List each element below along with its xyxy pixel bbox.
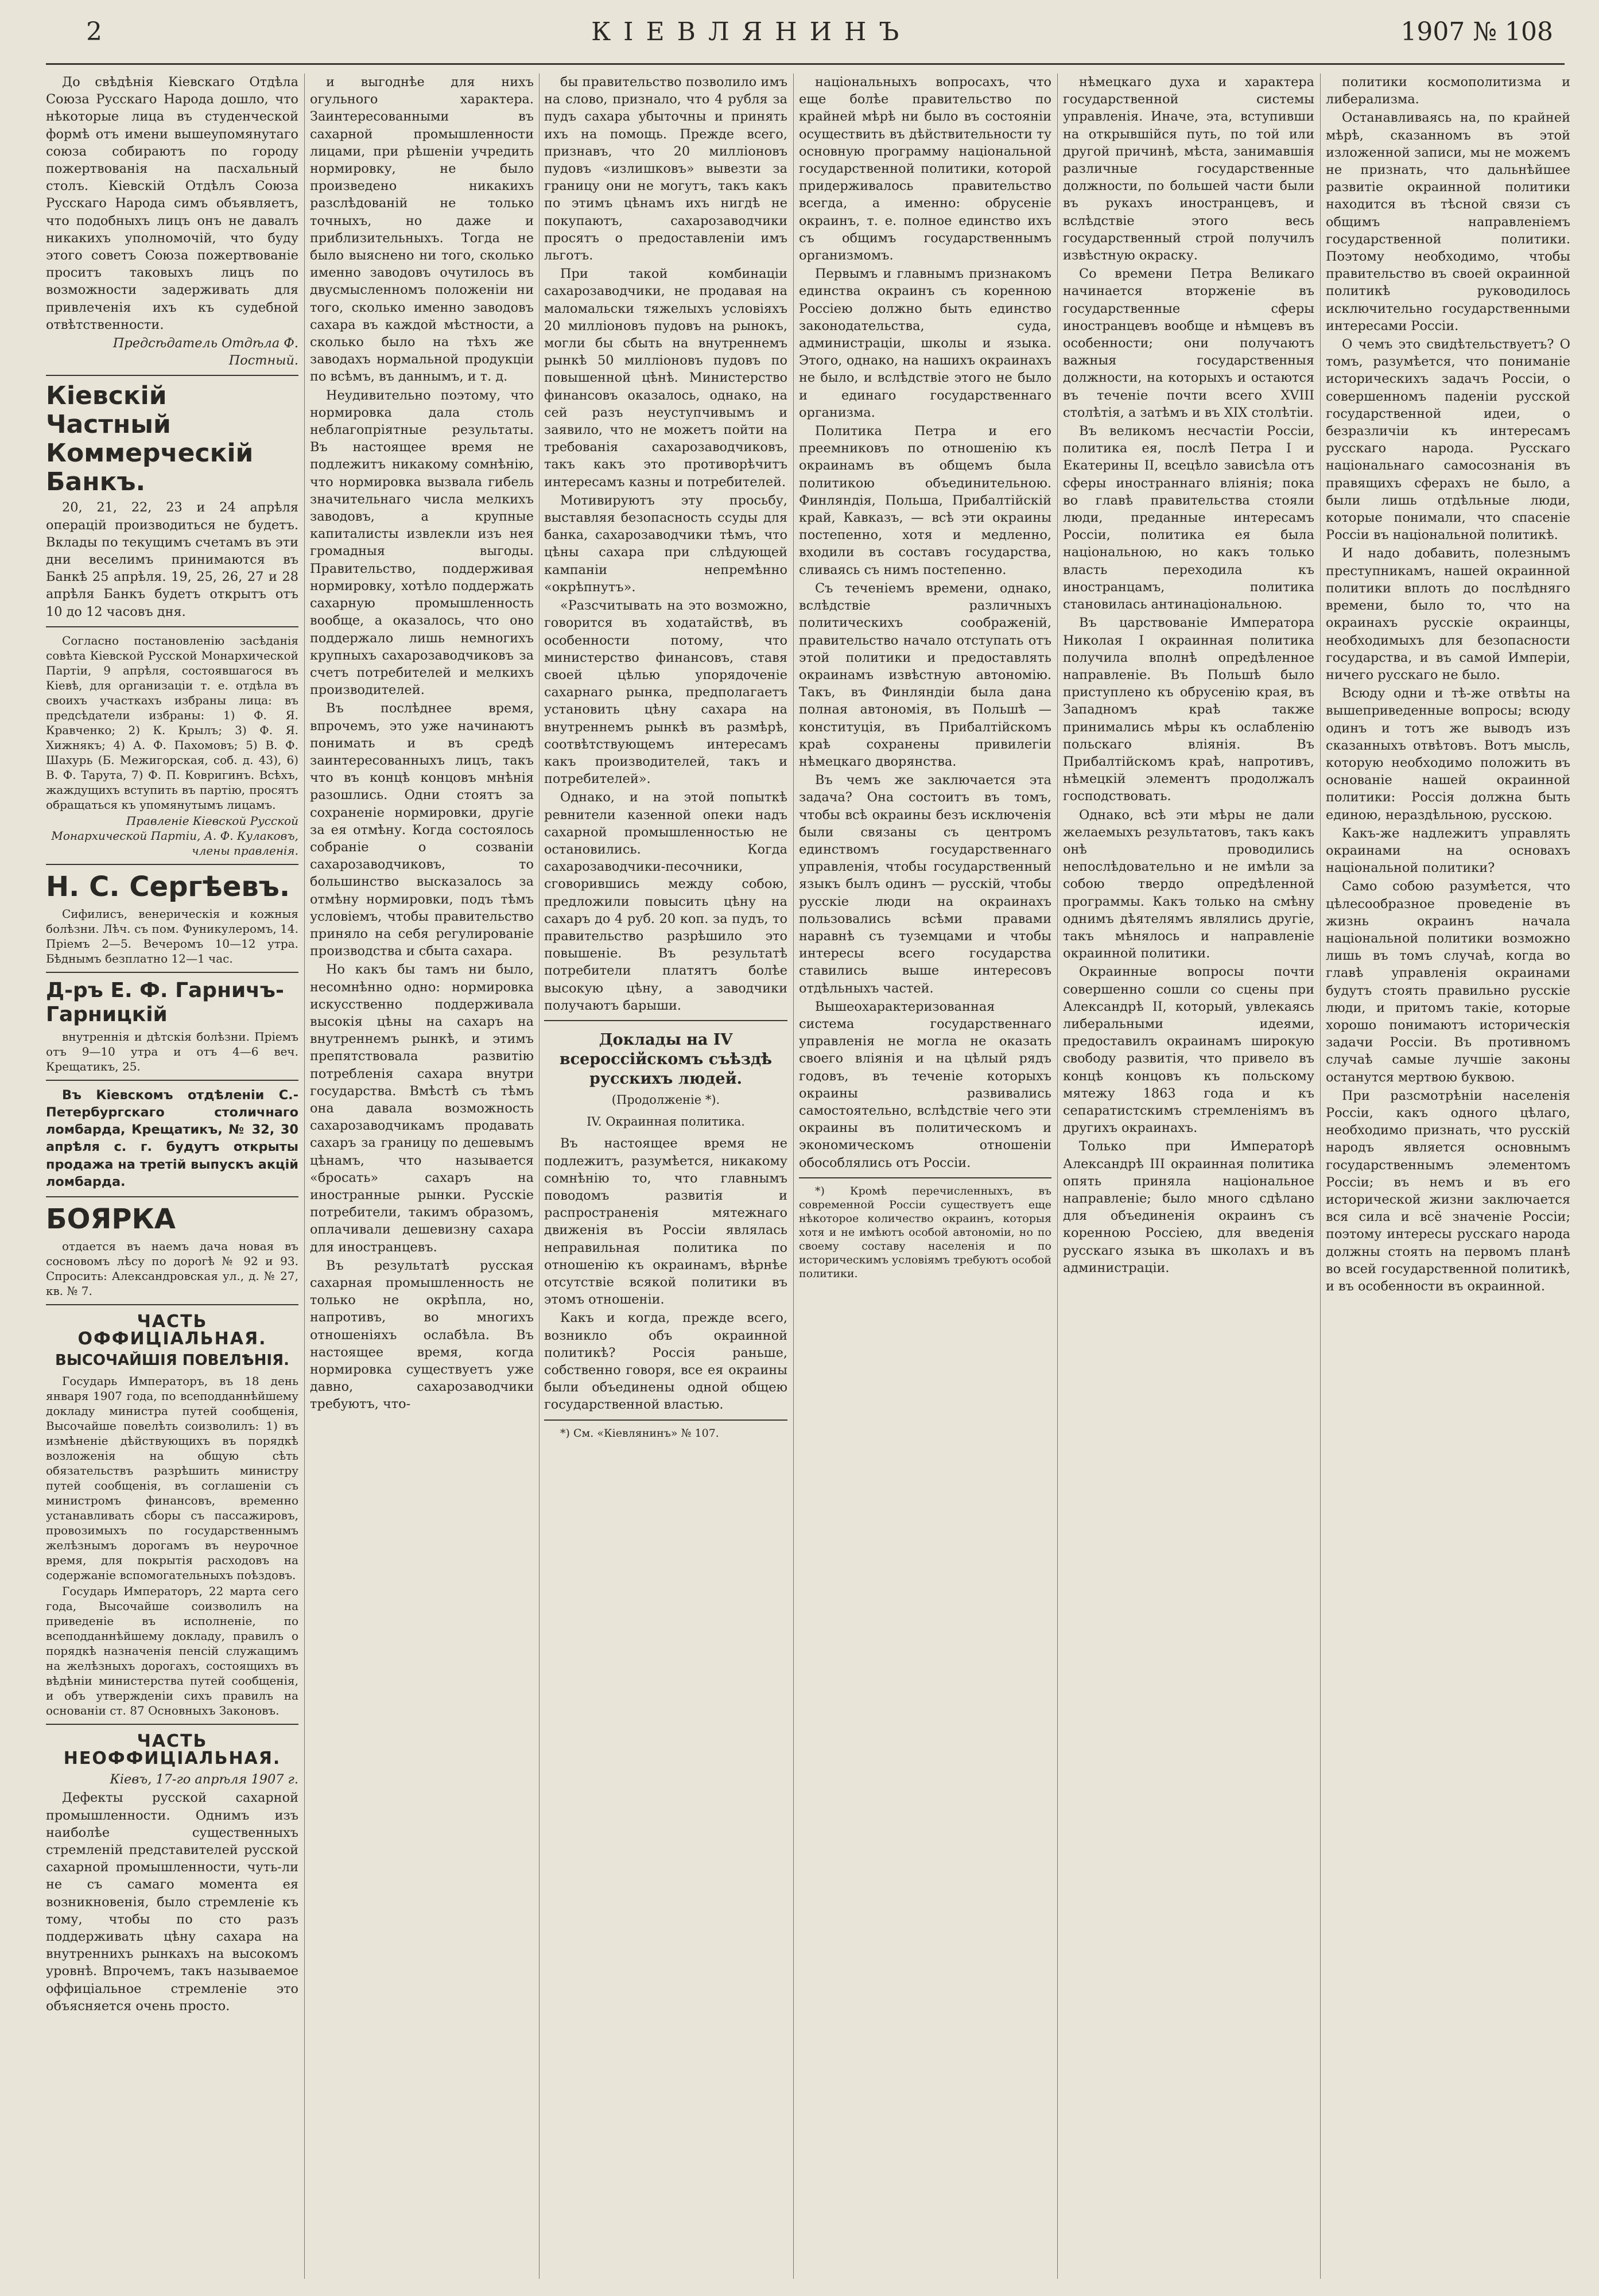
boyarka-ad-name: БОЯРКА — [46, 1203, 176, 1236]
article-subtitle: (Продолженіе *). — [611, 1092, 720, 1107]
divider — [46, 972, 298, 973]
article-paragraph: Только при Императорѣ Александрѣ III окраинная политика опять приняла національное направленіе; было много сдѣлано для объединенія окраинъ съ коренною Россіею, для введенія русскаго языка въ школахъ и въ администраціи. — [1063, 1139, 1314, 1275]
divider — [46, 375, 298, 376]
article-paragraph: Однако, и на этой попыткѣ ревнители казенной опеки надъ сахарной промышленностью не остановились. Когда сахарозаводчики-песочники, сговорившись между собою, предложили повысить цѣну на сахаръ до 4 руб. 20 коп. за пудъ, то правительство разрѣшило это повышеніе. Въ результатѣ потребители платятъ болѣе высокую цѣну, а заводчики получаютъ барыши. — [544, 790, 787, 1013]
article-paragraph: Однако, всѣ эти мѣры не дали желаемыхъ результатовъ, такъ какъ онѣ проводились непослѣдовательно и не имѣли за собою твердо опредѣленной программы. Какъ только на смѣну однимъ дѣятелямъ являлись другіе, такъ мѣнялось и направленіе окраинной политики. — [1063, 807, 1314, 961]
article-paragraph: Но какъ бы тамъ ни было, несомнѣнно одно: нормировка искусственно поддерживала высокія цѣны на сахаръ на внутреннемъ рынкѣ, и этимъ препятствовала развитію потребленія сахара внутри государства. Вмѣстѣ съ тѣмъ она давала возможность сахарозаводчикамъ продавать сахаръ за границу по дешевымъ цѣнамъ, что называется «бросать» сахаръ на иностранные рынки. Русскіе потребители, такимъ образомъ, оплачивали дешевизну сахара для иностранцевъ. — [310, 962, 534, 1255]
article-section: IV. Окраинная политика. — [587, 1115, 745, 1129]
article-paragraph: Со времени Петра Великаго начинается вторженіе въ государственные сферы иностранцевъ вообще и нѣмцевъ въ особенности; они получаютъ важныя государственныя должности, на которыхъ и остаются въ теченіе почти всего XVIII столѣтія, а затѣмъ и въ XIX столѣтіи. — [1063, 266, 1314, 420]
divider — [46, 1080, 298, 1081]
article-paragraph: При такой комбинаціи сахарозаводчики, не продавая на маломальски тяжелыхъ условіяхъ 20 милліоновъ пудовъ на рынокъ, могли бы сбыть на внутреннемъ рынкѣ 50 милліоновъ пудовъ по повышенной цѣнѣ. Министерство финансовъ оказалось, однако, на сей разъ неуступчивымъ и заявило, что не можетъ пойти на требованія сахарозаводчиковъ, такъ какъ это противорѣчитъ интересамъ казны и потребителей. — [544, 266, 787, 490]
header-rule — [46, 63, 1565, 65]
divider — [46, 1724, 298, 1725]
lombard-ad: Въ Кіевскомъ отдѣленіи С.-Петербургскаго столичнаго ломбарда, Крещатикъ, № 32, 30 апрѣля с. г. будутъ открыты продажа на третій выпускъ акцій ломбарда. — [46, 1087, 298, 1189]
sergeev-ad-name: Н. С. Сергѣевъ. — [46, 870, 290, 903]
article-paragraph: Окраинные вопросы почти совершенно сошли со сцены при Александрѣ II, который, увлекаясь либеральными идеями, предоставилъ окраинамъ широкую свободу развитія, что привело въ концѣ концовъ къ польскому мятежу 1863 года и къ сепаратистскимъ стремленіямъ въ другихъ окраинахъ. — [1063, 964, 1314, 1136]
article-paragraph: Мотивируютъ эту просьбу, выставляя безопасность ссуды для банка, сахарозаводчики тѣмъ, что цѣны сахара при слѣдующей кампаніи непремѣнно «окрѣпнутъ». — [544, 492, 787, 595]
column-1 — [46, 73, 298, 2279]
article-paragraph: И надо добавить, полезнымъ преступникамъ, нашей окраинной политики вплоть до послѣдняго времени, было то, что на окраинахъ русскіе окраинцы, необходимыхъ для безопасности государства, и въ самой Имперіи, ничего русскаго не было. — [1326, 546, 1570, 682]
notice-signature: Предсѣдатель Отдѣла Ф. Постный. — [112, 336, 298, 369]
article-paragraph: Первымъ и главнымъ признакомъ единства окраинъ съ коренною Россіею должно быть единство законодательства, суда, администраціи, школы и языка. Этого, однако, на нашихъ окраинахъ не было, и вслѣдствіе этого не было и единаго государственнаго организма. — [799, 266, 1051, 420]
lead-article: Дефекты русской сахарной промышленности. Однимъ изъ наиболѣе существенныхъ стремленій представителей русской сахарной промышленности, чуть-ли не съ самаго момента ея возникновенія, было стремленіе къ тому, чтобы по сто разъ поддерживать цѣну сахара на внутреннихъ рынкахъ на высокомъ уровнѣ. Впрочемъ, такъ называемое оффиціальное стремленіе это объясняется очень просто. — [46, 1790, 298, 2014]
garnich-ad-name: Д-ръ Е. Ф. Гарничъ-Гарницкій — [46, 978, 284, 1026]
divider — [544, 1420, 787, 1421]
article-paragraph: Само собою разумѣется, что цѣлесообразное проведеніе въ жизнь окраинъ начала національной политики возможно лишь въ томъ случаѣ, когда во главѣ управленія окраинами будутъ стоять правильно русскіе люди, и притомъ такіе, которые хорошо понимаютъ историческія задачи Россіи. Въ противномъ случаѣ самые лучшіе законы останутся мертвою буквою. — [1326, 879, 1570, 1085]
article-paragraph: Всюду одни и тѣ-же отвѣты на вышеприведенные вопросы; всюду одинъ и тотъ же выводъ изъ сказанныхъ отвѣтовъ. Вотъ мысль, которую необходимо положить въ основаніе нашей окраинной политики: Россія должна быть единою, нераздѣльною, русскою. — [1326, 686, 1570, 823]
article-paragraph: и выгоднѣе для нихъ огульного характера. Заинтересованными въ сахарной промышленности лицами, при рѣшеніи учредить нормировку, не было произведено никакихъ разслѣдованій не только точныхъ, но даже и приблизительныхъ. Тогда не было выяснено ни того, сколько именно заводовъ очутилось въ двусмысленномъ положеніи ни того, сколько именно заводовъ сахара въ каждой мѣстности, а сколько было на тѣхъ же заводахъ нормальной продукціи по всѣмъ, въ даннымъ, и т. д. — [310, 75, 534, 385]
footnote: *) Кромѣ перечисленныхъ, въ современной Россіи существуетъ еще нѣкоторое количество окраинъ, которыя хотя и не имѣютъ особой автономіи, но по своему составу населенія и по историческимъ условіямъ требуютъ особой политики. — [799, 1184, 1051, 1280]
article-title: Доклады на IV всероссійскомъ съѣздѣ русскихъ людей. — [559, 1030, 773, 1088]
article-paragraph: При разсмотрѣніи населенія Россіи, какъ одного цѣлаго, необходимо признать, что русскій народъ является основнымъ государственнымъ элементомъ Россіи; въ немъ и въ его исторической жизни заключается вся сила и всё значеніе Россіи; поэтому интересы русскаго народа должны стоять на первомъ планѣ во всей государственной политикѣ, и въ особенности въ окраинной. — [1326, 1088, 1570, 1294]
bank-ad-title: Кіевскій Частный Коммерческій Банкъ. — [46, 381, 254, 497]
article-paragraph: Въ великомъ несчастіи Россіи, политика ея, послѣ Петра I и Екатерины II, всецѣло зависѣла отъ сферы иностраннаго вліянія; пока во главѣ правительства стояли люди, преданные интересамъ Россіи, политика ея была національною, но какъ только власть переходила къ иностранцамъ, политика становилась антинаціональною. — [1063, 424, 1314, 612]
divider — [46, 626, 298, 627]
dateline: Кіевъ, 17-го апрѣля 1907 г. — [110, 1772, 298, 1787]
column-divider — [793, 73, 794, 2279]
column-6 — [1326, 73, 1570, 2279]
column-2 — [310, 73, 534, 2279]
article-paragraph: Въ результатѣ русская сахарная промышленность не только не окрѣпла, но, напротивъ, во многихъ отношеніяхъ ослабѣла. Въ настоящее время, когда нормировка существуетъ уже давно, сахарозаводчики требуютъ, что- — [310, 1258, 534, 1412]
column-5 — [1063, 73, 1314, 2279]
party-notice-signature: Правленіе Кіевской Русской Монархической Партіи, А. Ф. Кулаковъ, члены правленія. — [51, 813, 298, 858]
divider — [544, 1020, 787, 1021]
column-4 — [799, 73, 1051, 2279]
article-paragraph: національныхъ вопросахъ, что еще болѣе правительство по крайней мѣрѣ ни было въ состояніи осуществить въ дѣйствительности ту основную программу національной государственной политики, которой придерживалось правительство всегда, а именно: обрусеніе окраинъ, т. е. полное единство ихъ съ общимъ государственнымъ организмомъ. — [799, 75, 1051, 263]
article-paragraph: Въ послѣднее время, впрочемъ, это уже начинаютъ понимать и въ средѣ заинтересованныхъ лицъ, такъ что въ концѣ концовъ мнѣнія разошлись. Одни стоятъ за сохраненіе нормировки, другіе за ея отмѣну. Когда состоялось собраніе о созваніи сахарозаводчиковъ, то большинство высказалось за отмѣну нормировки, подъ тѣмъ условіемъ, чтобы правительство приняло на себя регулированіе производства и сбыта сахара. — [310, 701, 534, 959]
page-number: 2 — [86, 17, 102, 46]
party-notice: Согласно постановленію засѣданія совѣта Кіевской Русской Монархической Партіи, 9 апрѣля, состоявшагося въ Кіевѣ, для организаціи т. е. отдѣла въ своихъ участкахъ избраны лица: въ предсѣдатели избраны: 1) Ф. Я. Кравченко; 2) К. Крылъ; 3) Ф. Я. Хижнякъ; 4) А. Ф. Пахомовъ; 5) В. Ф. Шахурь (Б. Межигорская, соб. д. 43), 6) В. Ф. Тарута, 7) Ф. П. Ковригинъ. Всѣхъ, жаждущихъ вступить въ партію, просятъ обращаться къ упомянутымъ лицамъ. — [46, 633, 298, 812]
article-paragraph: Въ настоящее время не подлежитъ, разумѣется, никакому сомнѣнію то, что главнымъ поводомъ развитія и распространенія мятежнаго движенія въ Россіи являлась неправильная политика по отношенію къ окраинамъ, вѣрнѣе отсутствіе всякой политики въ этомъ отношеніи. — [544, 1136, 787, 1308]
divider — [46, 1304, 298, 1305]
article-paragraph: Какъ и когда, прежде всего, возникло объ окраинной политикѣ? Россія раньше, собственно говоря, все ея окраины были объединены одной общею государственной властью. — [544, 1310, 787, 1413]
column-divider — [1057, 73, 1058, 2279]
article-paragraph: политики космополитизма и либерализма. — [1326, 75, 1570, 107]
issue-number: 1907 № 108 — [1400, 17, 1553, 46]
article-paragraph: Въ царствованіе Императора Николая I окраинная политика получила вполнѣ опредѣленное направленіе. Въ Польшѣ было приступлено къ обрусенію края, въ Западномъ краѣ также принимались мѣры къ ослабленію польскаго вліянія. Въ Прибалтійскомъ краѣ, напротивъ, нѣмецкій элементъ продолжалъ господствовать. — [1063, 615, 1314, 804]
column-3 — [544, 73, 787, 2279]
garnich-ad-text: внутреннія и дѣтскія болѣзни. Пріемъ отъ 9—10 утра и отъ 4—6 веч. Крещатикъ, 25. — [46, 1029, 298, 1073]
section-official: ЧАСТЬ ОФФИЦІАЛЬНАЯ. — [77, 1312, 267, 1349]
article-paragraph: нѣмецкаго духа и характера государственной системы управленія. Иначе, эта, вступивши на открывшійся путь, по той или другой причинѣ, мѣста, занимавшія различные государственные должности, по большей части были въ рукахъ иностранцевъ, и вслѣдствіе этого весь государственный строй получилъ извѣстную окраску. — [1063, 75, 1314, 263]
article-paragraph: бы правительство позволило имъ на слово, признало, что 4 рубля за пудъ сахара убыточны и принять ихъ на помощь. Прежде всего, признавъ, что 20 милліоновъ пудовъ «излишковъ» вывезти за границу они не могутъ, такъ какъ по этимъ цѣнамъ ихъ нигдѣ не покупаютъ, сахарозаводчики просятъ о предоставленіи имъ льготъ. — [544, 75, 787, 263]
article-paragraph: Останавливаясь на, по крайней мѣрѣ, сказанномъ въ этой изложенной записи, мы не можемъ не признать, что дальнѣйшее развитіе окраинной политики находится въ тѣсной связи съ общимъ направленіемъ государственной политики. Поэтому необходимо, чтобы правительство въ своей окраинной политикѣ руководилось исключительно государственными интересами Россіи. — [1326, 110, 1570, 333]
section-unofficial: ЧАСТЬ НЕОФФИЦІАЛЬНАЯ. — [63, 1731, 281, 1768]
article-paragraph: Какъ-же надлежитъ управлять окраинами на основахъ національной политики? — [1326, 825, 1570, 876]
divider — [799, 1177, 1051, 1178]
official-decree-2: Государь Императоръ, 22 марта сего года, Высочайше соизволилъ на приведеніе въ исполненіе, по всеподданнѣйшему докладу, правилъ о порядкѣ назначенія пенсій служащимъ на желѣзныхъ дорогахъ, состоящихъ въ вѣдѣніи министерства путей сообщенія, и объ утвержденіи сихъ правилъ на основаніи ст. 87 Основныхъ Законовъ. — [46, 1584, 298, 1717]
article-paragraph: Въ чемъ же заключается эта задача? Она состоитъ въ томъ, чтобы всѣ окраины безъ исключенія были связаны съ центромъ единствомъ государственнаго управленія, чтобы государственный языкъ былъ одинъ — русскій, чтобы русскіе люди на окраинахъ пользовались всѣми правами наравнѣ съ туземцами и чтобы интересы всего государства ставились выше интересовъ отдѣльныхъ частей. — [799, 773, 1051, 996]
article-paragraph: «Разсчитывать на это возможно, говорится въ ходатайствѣ, въ особенности потому, что министерство финансовъ, ставя своей цѣлью упорядоченіе сахарнаго рынка, предполагаетъ установить цѣну сахара на внутреннемъ рынкѣ въ размѣрѣ, соотвѣтствующемъ интересамъ какъ производителей, такъ и потребителей». — [544, 598, 787, 787]
divider — [46, 1196, 298, 1197]
column-divider — [1320, 73, 1321, 2279]
boyarka-ad-text: отдается въ наемъ дача новая въ сосновомъ лѣсу по дорогѣ № 92 и 93. Спросить: Александровская ул., д. № 27, кв. № 7. — [46, 1239, 298, 1298]
official-decree-1: Государь Императоръ, въ 18 день января 1907 года, по всеподданнѣйшему докладу министра путей сообщенія, Высочайше повелѣть соизволилъ: 1) въ измѣненіе дѣйствующихъ въ порядкѣ возложенія на общую сѣть обязательствъ разрѣшить министру путей сообщенія, въ соглашеніи съ министромъ финансовъ, временно устанавливать сборы съ пассажировъ, провозимыхъ по государственнымъ желѣзнымъ дорогамъ въ неурочное время, для покрытія расходовъ на содержаніе вспомогательныхъ поѣздовъ. — [46, 1374, 298, 1582]
section-official-subtitle: ВЫСОЧАЙШІЯ ПОВЕЛѢНІЯ. — [55, 1351, 289, 1369]
column-divider — [539, 73, 540, 2279]
page-header — [0, 0, 1599, 63]
sergeev-ad-text: Сифилисъ, венерическія и кожныя болѣзни. Лѣч. съ пом. Фуникулеромъ, 14. Пріемъ 2—5. Вечеромъ 10—12 утра. Бѣднымъ безплатно 12—1 час. — [46, 906, 298, 965]
column-divider — [304, 73, 305, 2279]
masthead: КІЕВЛЯНИНЪ — [591, 17, 912, 46]
article-paragraph: О чемъ это свидѣтельствуетъ? О томъ, разумѣется, что пониманіе историческихъ задачъ Россіи, о совершенномъ паденіи русской государственной идеи, о безразличіи къ интересамъ русскаго народа. Русскаго національнаго самосознанія въ правящихъ сферахъ не было, а были лишь отдѣльные люди, которые понимали, что спасеніе Россіи въ національной политикѣ. — [1326, 337, 1570, 543]
divider — [46, 864, 298, 865]
article-paragraph: Неудивительно поэтому, что нормировка дала столь неблагопріятные результаты. Въ настоящее время не подлежитъ никакому сомнѣнію, что нормировка вызвала гибель значительнаго числа мелкихъ заводовъ, а крупные капиталисты извлекли изъ нея громадныя выгоды. Правительство, поддерживая нормировку, хотѣло поддержать сахарную промышленность вообще, а оказалось, что оно поддержало лишь немногихъ крупныхъ сахарозаводчиковъ за счетъ потребителей и мелкихъ производителей. — [310, 387, 534, 698]
footnote: *) См. «Кіевлянинъ» № 107. — [560, 1426, 719, 1440]
bank-ad-text: 20, 21, 22, 23 и 24 апрѣля операцій производиться не будетъ. Вклады по текущимъ счетамъ въ эти дни веселимъ принимаются въ Банкѣ 25 апрѣля. 19, 25, 26, 27 и 28 апрѣля Банкъ будетъ открытъ отъ 10 до 12 часовъ дня. — [46, 500, 298, 619]
article-paragraph: Вышеохарактеризованная система государственнаго управленія не могла не оказать своего вліянія и на цѣлый рядъ годовъ, въ теченіе которыхъ окраины развивались самостоятельно, вслѣдствіе чего эти окраины въ политическомъ и экономическомъ отношеніи обособлялись отъ Россіи. — [799, 999, 1051, 1170]
article-paragraph: Политика Петра и его преемниковъ по отношенію къ окраинамъ въ общемъ была политикою объединительною. Финляндія, Польша, Прибалтійскій край, Кавказъ, — всѣ эти окраины постепенно, хотя и медленно, входили въ составъ государства, сливаясь съ нимъ постепенно. — [799, 424, 1051, 577]
notice-union: До свѣдѣнія Кіевскаго Отдѣла Союза Русскаго Народа дошло, что нѣкоторые лица въ студенческой формѣ отъ имени вышеупомянутаго союза собираютъ по городу пожертвованія на пасхальный столъ. Кіевскій Отдѣлъ Союза Русскаго Народа симъ объявляетъ, что подобныхъ лицъ онъ не давалъ никакихъ уполномочій, что буду этого советъ Союза пожертвованіе проситъ таковыхъ лицъ по возможности задерживать для привлеченія ихъ къ судебной отвѣтственности. — [46, 75, 298, 332]
article-paragraph: Съ теченіемъ времени, однако, вслѣдствіе различныхъ политическихъ соображеній, правительство начало отступать отъ этой политики и предоставлять окраинамъ извѣстную автономію. Такъ, въ Финляндіи была дана полная автономія, въ Польшѣ — конституція, въ Прибалтійскомъ краѣ сохранены привилегіи нѣмецкаго дворянства. — [799, 580, 1051, 769]
